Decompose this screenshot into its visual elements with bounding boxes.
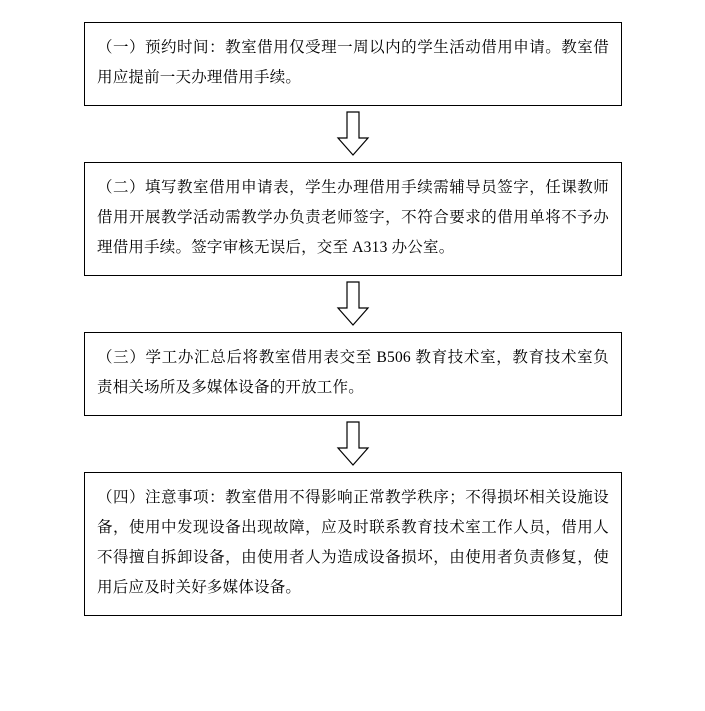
arrow-down-icon — [336, 281, 370, 327]
flow-step-2 — [84, 162, 622, 276]
flow-connector-3 — [84, 416, 622, 472]
flow-connector-1 — [84, 106, 622, 162]
flow-step-3-text: （三）学工办汇总后将教室借用表交至 B506 教育技术室，教育技术室负责相关场所及多媒体设备的开放工作。 — [97, 349, 609, 396]
flow-step-1-text: （一）预约时间：教室借用仅受理一周以内的学生活动借用申请。教室借用应提前一天办理借用手续。 — [97, 39, 609, 86]
arrow-down-icon — [336, 111, 370, 157]
flow-connector-2 — [84, 276, 622, 332]
flow-step-2-text: （二）填写教室借用申请表，学生办理借用手续需辅导员签字，任课教师借用开展教学活动需教学办负责老师签字，不符合要求的借用单将不予办理借用手续。签字审核无误后，交至 A313 办公室。 — [97, 179, 609, 256]
flow-step-3 — [84, 332, 622, 416]
flow-step-4 — [84, 472, 622, 616]
arrow-down-icon — [336, 421, 370, 467]
flow-step-4-text: （四）注意事项：教室借用不得影响正常教学秩序；不得损坏相关设施设备，使用中发现设备出现故障，应及时联系教育技术室工作人员，借用人不得擅自拆卸设备，由使用者人为造成设备损坏，由使用者负责修复，使用后应及时关好多媒体设备。 — [97, 489, 609, 596]
flow-step-1 — [84, 22, 622, 106]
flowchart-container — [84, 22, 622, 616]
